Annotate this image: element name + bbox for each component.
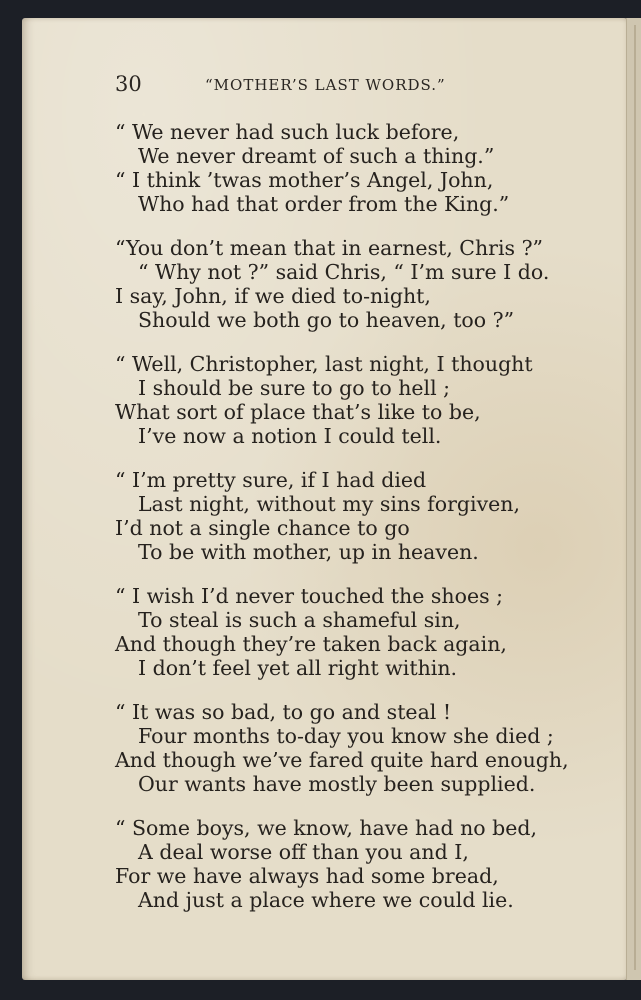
poem-line: “ Why not ?” said Chris, “ I’m sure I do. bbox=[138, 260, 550, 284]
page-edge-line bbox=[634, 25, 636, 970]
poem-line: We never dreamt of such a thing.” bbox=[138, 144, 495, 168]
stanza bbox=[115, 468, 595, 564]
poem-line: Four months to-day you know she died ; bbox=[138, 724, 554, 748]
stanza bbox=[115, 816, 595, 912]
stanza bbox=[115, 236, 595, 332]
poem-line: “ We never had such luck before, bbox=[115, 120, 460, 144]
poem-line: I’d not a single chance to go bbox=[115, 516, 410, 540]
poem-line: Should we both go to heaven, too ?” bbox=[138, 308, 515, 332]
poem-line: I don’t feel yet all right within. bbox=[138, 656, 458, 680]
poem-line: “ Some boys, we know, have had no bed, bbox=[115, 816, 538, 840]
page-header bbox=[115, 72, 555, 104]
poem-line: And just a place where we could lie. bbox=[138, 888, 514, 912]
page-number: 30 bbox=[115, 72, 142, 96]
poem-line: “ I think ’twas mother’s Angel, John, bbox=[115, 168, 494, 192]
poem-line: And though they’re taken back again, bbox=[115, 632, 507, 656]
stanza bbox=[115, 352, 595, 448]
poem-line: Last night, without my sins forgiven, bbox=[138, 492, 521, 516]
poem-line: Our wants have mostly been supplied. bbox=[138, 772, 536, 796]
poem-line: What sort of place that’s like to be, bbox=[115, 400, 481, 424]
poem-line: I say, John, if we died to-night, bbox=[115, 284, 431, 308]
poem-line: “You don’t mean that in earnest, Chris ?” bbox=[115, 236, 544, 260]
poem-line: To be with mother, up in heaven. bbox=[138, 540, 479, 564]
stanza bbox=[115, 120, 595, 216]
poem-line: And though we’ve fared quite hard enough, bbox=[115, 748, 569, 772]
poem-line: “ I’m pretty sure, if I had died bbox=[115, 468, 427, 492]
poem-line: I should be sure to go to hell ; bbox=[138, 376, 451, 400]
poem-line: A deal worse off than you and I, bbox=[138, 840, 469, 864]
poem-line: For we have always had some bread, bbox=[115, 864, 499, 888]
poem-line: Who had that order from the King.” bbox=[138, 192, 510, 216]
poem-line: “ It was so bad, to go and steal ! bbox=[115, 700, 452, 724]
stanza bbox=[115, 584, 595, 680]
poem-line: To steal is such a shameful sin, bbox=[138, 608, 461, 632]
poem-line: “ Well, Christopher, last night, I thought bbox=[115, 352, 533, 376]
poem-body bbox=[115, 120, 595, 932]
poem-line: I’ve now a notion I could tell. bbox=[138, 424, 442, 448]
stanza bbox=[115, 700, 595, 796]
running-title: “MOTHER’S LAST WORDS.” bbox=[205, 76, 446, 94]
poem-line: “ I wish I’d never touched the shoes ; bbox=[115, 584, 504, 608]
